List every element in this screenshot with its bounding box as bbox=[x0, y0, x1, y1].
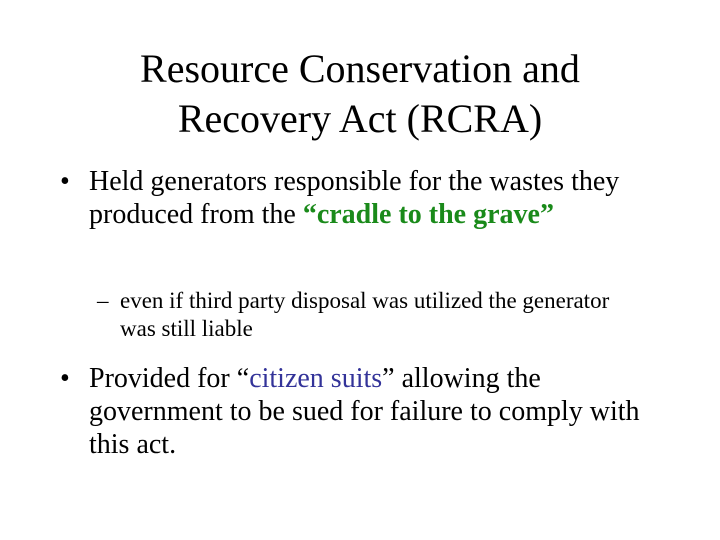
sub-bullet-text: even if third party disposal was utilized the generator was still liable bbox=[120, 288, 610, 341]
bullet-highlight-citizen-suits: citizen suits bbox=[249, 363, 383, 394]
bullet-marker: • bbox=[60, 166, 70, 197]
bullet-highlight-cradle-to-grave: “cradle to the grave” bbox=[302, 199, 554, 230]
sub-bullet-marker: – bbox=[97, 288, 109, 313]
bullet-item-cradle-to-grave bbox=[60, 165, 670, 231]
bullet-text-prefix: Held generators responsible for the wastes they produced from the bbox=[89, 166, 620, 230]
title-line-2: Recovery Act (RCRA) bbox=[177, 96, 543, 141]
bullet-text bbox=[89, 362, 670, 461]
bullet-marker: • bbox=[60, 363, 70, 394]
bullet-text bbox=[89, 165, 670, 231]
title-line-1: Resource Conservation and bbox=[140, 46, 580, 91]
sub-bullet-item bbox=[97, 287, 637, 343]
bullet-text-prefix: Provided for “ bbox=[89, 363, 250, 394]
bullet-text-suffix: ” allowing the government to be sued for failure to comply with this act. bbox=[89, 363, 640, 460]
bullet-item-citizen-suits bbox=[60, 362, 670, 461]
slide-title bbox=[60, 44, 660, 144]
